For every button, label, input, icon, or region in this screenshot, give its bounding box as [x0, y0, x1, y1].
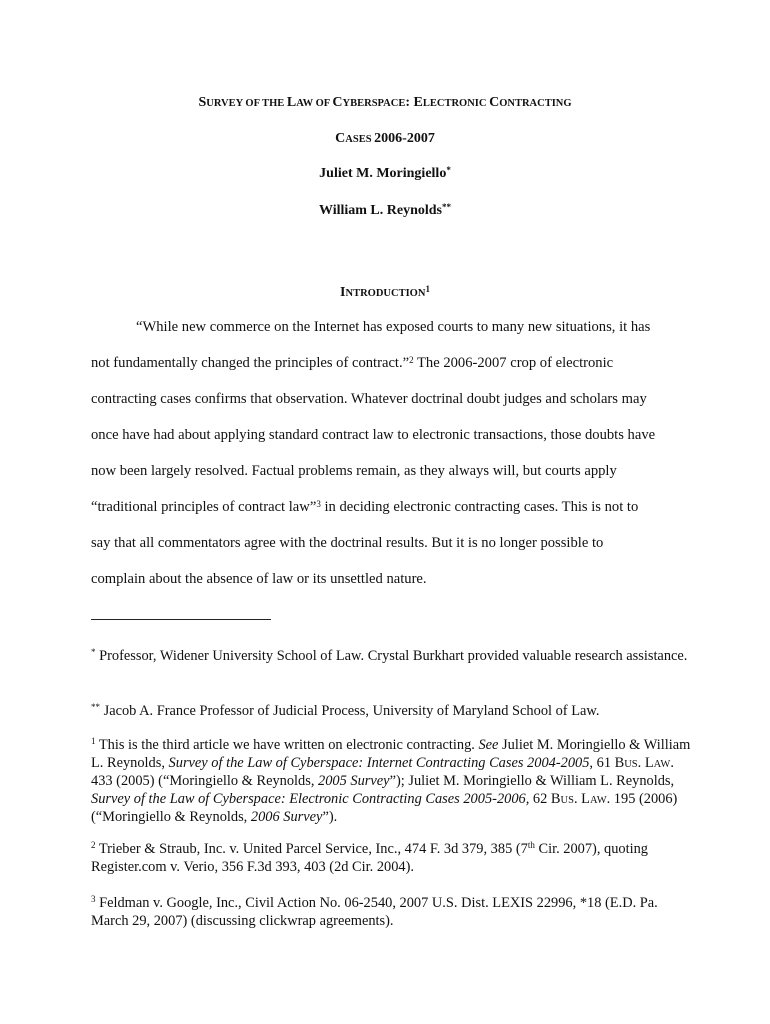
italic-text: 2006 Survey	[250, 809, 323, 825]
body-line: say that all commentators agree with the doctrinal results. But it is no longer possible to	[91, 535, 604, 551]
title-line-1-part: C	[332, 95, 343, 110]
body-line: complain about the absence of law or its unsettled nature.	[91, 571, 427, 587]
body-line: “While new commerce on the Internet has exposed courts to many new situations, it has	[136, 319, 651, 335]
body-line: not fundamentally changed the principles of contract.”$^2$ The 2006-2007 crop of electronic	[91, 354, 614, 371]
italic-text: 2005 Survey	[318, 773, 390, 789]
author-1-footnote-mark: *	[446, 164, 451, 175]
author-2-name: William L. Reynolds	[318, 203, 443, 218]
footnote-mark: 2	[91, 840, 96, 851]
title-line-1-part: LECTRONIC	[422, 98, 490, 109]
footnote-separator	[91, 619, 271, 620]
footnote-mark: **	[91, 702, 100, 713]
footnote-mark: 3	[91, 894, 96, 905]
footnote: $^3$ Feldman v. Google, Inc., Civil Action No. 06-2540, 2007 U.S. Dist. LEXIS 22996, *18 (E.D. Pa. March 29, 2007) (discussing clickwrap agreements).	[91, 894, 658, 929]
italic-text: Survey of the Law of Cyberspace: Internet Contracting Cases 2004-2005	[168, 754, 590, 771]
footnote-reference: 2	[409, 354, 414, 365]
heading-footnote-mark: 1	[425, 283, 430, 294]
title-line-2-part: C	[335, 131, 346, 146]
small-caps-text: US	[560, 794, 574, 806]
author-2	[0, 203, 770, 219]
italic-text: Survey of the Law of Cyberspace: Electronic Contracting Cases 2005-2006,	[91, 790, 530, 807]
author-1	[0, 166, 770, 182]
title-line-2-part: 2006-2007	[374, 131, 435, 146]
footnote-mark: 1	[91, 736, 96, 747]
heading-part: I	[340, 285, 346, 300]
small-caps-text: AW	[653, 758, 671, 770]
footnote-reference: th	[527, 840, 535, 851]
article-title-line-1	[0, 94, 770, 111]
body-line: “traditional principles of contract law”$^3$ in deciding electronic contracting cases. This is not to	[91, 498, 639, 515]
title-line-1-part: ONTRACTING	[499, 98, 572, 109]
footnote: * Professor, Widener University School of Law. Crystal Burkhart provided valuable research assistance.	[91, 647, 688, 664]
section-heading-introduction	[0, 284, 770, 301]
author-1-name: Juliet M. Moringiello	[319, 166, 447, 181]
footnote-reference: 3	[316, 498, 321, 509]
title-line-1-part: URVEY OF THE	[206, 98, 287, 109]
italic-text: See	[478, 737, 499, 753]
footnote-mark: *	[91, 647, 96, 658]
author-2-footnote-mark: **	[442, 201, 452, 212]
title-line-2-part: ASES	[345, 134, 375, 145]
title-line-1-part: L	[286, 95, 297, 110]
body-line: now been largely resolved. Factual problems remain, as they always will, but courts apply	[91, 463, 617, 479]
heading-part: NTRODUCTION	[345, 288, 426, 299]
title-line-1-part: :	[405, 95, 414, 110]
title-line-1-part: C	[489, 95, 500, 110]
body-line: contracting cases confirms that observation. Whatever doctrinal doubt judges and scholars may	[91, 391, 647, 407]
title-line-1-part: YBERSPACE	[342, 98, 406, 109]
title-line-1-part: S	[198, 95, 207, 110]
article-title-line-2	[0, 130, 770, 147]
title-line-1-part: E	[413, 95, 423, 110]
footnote: ** Jacob A. France Professor of Judicial Process, University of Maryland School of Law.	[91, 702, 600, 719]
body-line: once have had about applying standard contract law to electronic transactions, those doubts have	[91, 427, 656, 443]
footnote: $^2$ Trieber & Straub, Inc. v. United Parcel Service, Inc., 474 F. 3d 379, 385 (7th Cir. 2007), quoting Register.com v. Verio, 356 F.3d 393, 403 (2d Cir. 2004).	[91, 840, 649, 875]
small-caps-text: AW	[589, 794, 607, 806]
title-line-1-part: AW OF	[296, 98, 333, 109]
footnote: $^1$ This is the third article we have written on electronic contracting. See Juliet M. Moringiello & William L. Reynolds, Survey of the Law of Cyberspace: Internet Contracting Cases 2004-2005, 61 BUS. LAW. 433 (2005) (“Moringiello & Reynolds, 2005 Survey”); Juliet M. Moringiello & William L. Reynolds, Survey of the Law of Cyberspace: Electronic Contracting Cases 2005-2006, 62 BUS. LAW. 195 (2006) (“Moringiello & Reynolds, 2006 Survey”).	[91, 736, 691, 825]
small-caps-text: US	[624, 758, 638, 770]
